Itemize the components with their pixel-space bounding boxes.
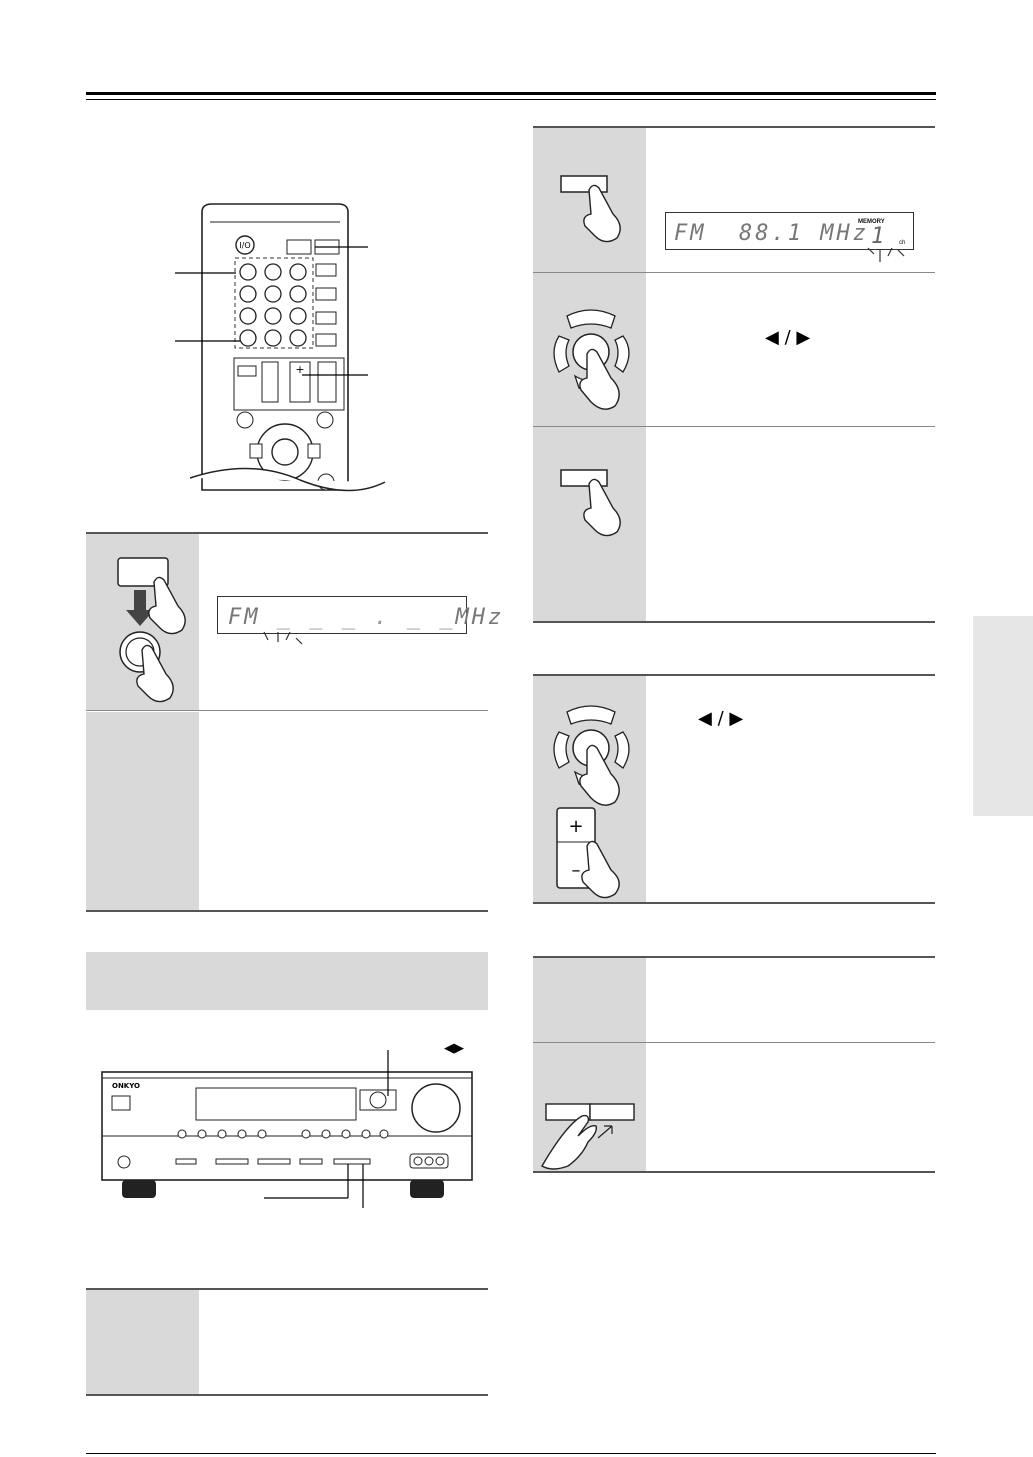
section-heading-box bbox=[86, 952, 488, 1010]
cursor-pad-illustration bbox=[545, 280, 641, 420]
ch-indicator: ch bbox=[899, 240, 906, 246]
footer-rule bbox=[86, 1453, 936, 1454]
table-rule bbox=[533, 1171, 935, 1173]
header-rule-thin bbox=[86, 99, 936, 100]
memory-button-illustration bbox=[555, 168, 639, 248]
blink-marks-icon bbox=[862, 240, 908, 264]
preset-number: 1 bbox=[871, 224, 885, 249]
remote-controller-illustration bbox=[150, 200, 390, 500]
preset-frequency: FM 88.1 MHz bbox=[674, 221, 869, 246]
blink-marks-icon bbox=[256, 628, 316, 652]
left-right-arrow-icon: ◀ / ▶ bbox=[698, 708, 744, 729]
brand-logo: ONKYO bbox=[112, 1082, 141, 1090]
direct-tuning-display: FM _ _ _ . _ _MHz bbox=[217, 596, 467, 634]
left-right-arrow-icon: ◀▶ bbox=[444, 1041, 464, 1056]
header-rule-thick bbox=[86, 92, 936, 95]
memory-button-illustration bbox=[555, 462, 639, 542]
step-image-cell bbox=[86, 1290, 199, 1394]
svg-text:+: + bbox=[568, 816, 584, 837]
table-rule bbox=[533, 621, 935, 623]
pointing-hand-icon bbox=[542, 1116, 596, 1169]
band-label: FM bbox=[228, 605, 261, 630]
unit-label: MHz bbox=[455, 605, 505, 630]
svg-text:–: – bbox=[571, 860, 581, 881]
table-rule bbox=[533, 902, 935, 904]
pointing-hand-icon bbox=[137, 645, 173, 701]
on-standby-label: I/O bbox=[239, 241, 251, 250]
left-right-arrow-icon: ◀ / ▶ bbox=[765, 327, 811, 348]
table-rule bbox=[86, 910, 488, 912]
cursor-pad-illustration bbox=[545, 682, 641, 816]
receiver-front-panel-illustration bbox=[98, 1050, 478, 1210]
table-rule bbox=[86, 1394, 488, 1396]
step-image-cell bbox=[533, 958, 646, 1042]
pointing-hand-icon bbox=[584, 185, 620, 241]
pointing-hand-icon bbox=[584, 479, 620, 535]
step-image-cell bbox=[86, 712, 199, 910]
chapter-side-tab bbox=[973, 616, 1033, 816]
tuning-buttons-illustration bbox=[100, 548, 200, 708]
memory-indicator: MEMORY bbox=[858, 219, 885, 225]
table-rule bbox=[86, 710, 488, 711]
two-button-press-illustration bbox=[538, 1096, 644, 1172]
pointing-hand-icon bbox=[149, 577, 185, 633]
svg-text:+: + bbox=[295, 363, 305, 376]
plus-minus-button-icon bbox=[553, 806, 643, 902]
down-arrow-icon bbox=[126, 590, 154, 626]
